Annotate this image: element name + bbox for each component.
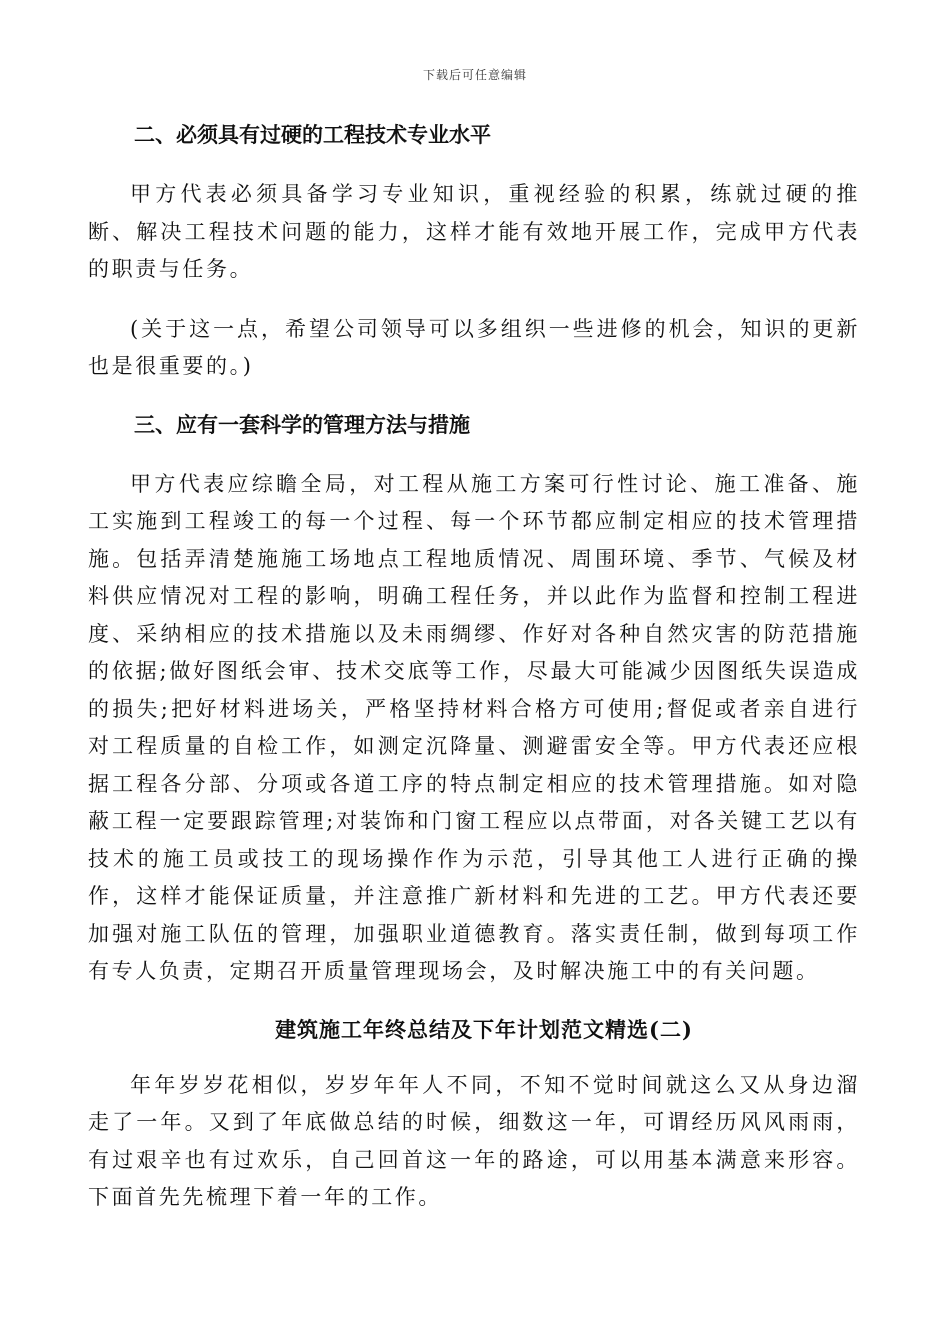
document-body (88, 116, 860, 1217)
section-2-heading: 二、必须具有过硬的工程技术专业水平 (134, 122, 491, 147)
header-note: 下载后可任意编辑 (422, 68, 527, 82)
section-3-heading: 三、应有一套科学的管理方法与措施 (134, 411, 470, 437)
section-2-paragraph-1: 甲方代表必须具备学习专业知识，重视经验的积累，练就过硬的推断、解决工程技术问题的能力，这样才能有效地开展工作，完成甲方代表的职责与任务。 (88, 182, 860, 281)
section-3-paragraph-1: 甲方代表应综瞻全局，对工程从施工方案可行性讨论、施工准备、施工实施到工程竣工的每一个过程、每一个环节都应制定相应的技术管理措施。包括弄清楚施施工场地点工程地质情况、周围环境、季节、气候及材料供应情况对工程的影响，明确工程任务，并以此作为监督和控制工程进度、采纳相应的技术措施以及未雨绸缪、作好对各种自然灾害的防范措施的依据;做好图纸会审、技术交底等工作，尽最大可能减少因图纸失误造成的损失;把好材料进场关，严格坚持材料合格方可使用;督促或者亲自进行对工程质量的自检工作，如测定沉降量、测避雷安全等。甲方代表还应根据工程各分部、分项或各道工序的特点制定相应的技术管理措施。如对隐蔽工程一定要跟踪管理;对装饰和门窗工程应以点带面，对各关键工艺以有技术的施工员或技工的现场操作作为示范，引导其他工人进行正确的操作，这样才能保证质量，并注意推广新材料和先进的工艺。甲方代表还要加强对施工队伍的管理，加强职业道德教育。落实责任制，做到每项工作有专人负责，定期召开质量管理现场会，及时解决施工中的有关问题。 (88, 471, 860, 983)
document-2-paragraph-1: 年年岁岁花相似，岁岁年年人不同，不知不觉时间就这么又从身边溜走了一年。又到了年底做总结的时候，细数这一年，可谓经历风风雨雨，有过艰辛也有过欢乐，自己回首这一年的路途，可以用基本满意来形容。下面首先先梳理下着一年的工作。 (88, 1072, 860, 1209)
document-2-title: 建筑施工年终总结及下年计划范文精选(二) (275, 1016, 693, 1042)
section-2-paragraph-2: (关于这一点，希望公司领导可以多组织一些进修的机会，知识的更新也是很重要的。) (88, 316, 860, 378)
